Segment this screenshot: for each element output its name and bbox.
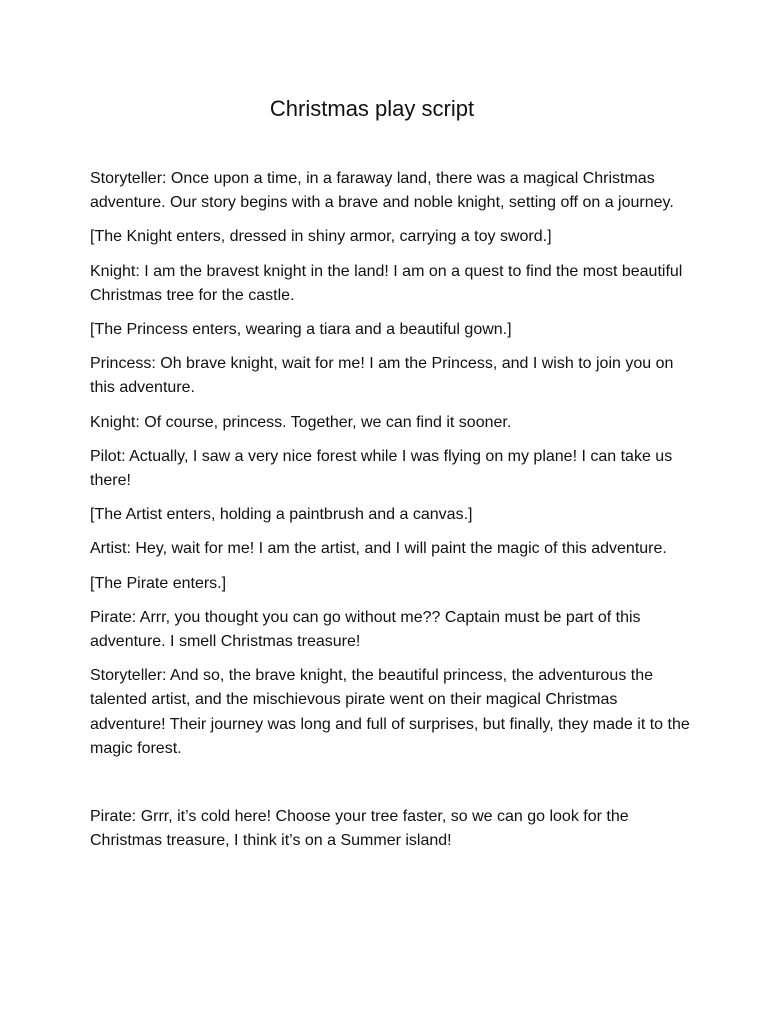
paragraph-storyteller-narration: Storyteller: And so, the brave knight, the beautiful princess, the adventurous the talented artist, and the mischievous pirate went on their magical Christmas adventure! Their journey was long and full of surprises, but finally, they made it to the magic forest. (90, 667, 690, 757)
paragraph-artist-line: Artist: Hey, wait for me! I am the artist, and I will paint the magic of this adventure. (90, 540, 667, 558)
document-body (90, 167, 690, 863)
paragraph-knight-line-1: Knight: I am the bravest knight in the land! I am on a quest to find the most beautiful Christmas tree for the castle. (90, 262, 683, 304)
paragraph-princess-line: Princess: Oh brave knight, wait for me! I am the Princess, and I wish to join you on this adventure. (90, 355, 674, 397)
stage-direction-princess-enters: [The Princess enters, wearing a tiara and a beautiful gown.] (90, 321, 512, 339)
stage-direction-pirate-enters: [The Pirate enters.] (90, 574, 227, 592)
document-title: Christmas play script (269, 96, 475, 121)
paragraph-pirate-line-2: Pirate: Grrr, it’s cold here! Choose your tree faster, so we can go look for the Christmas treasure, I think it’s on a Summer island! (90, 808, 629, 850)
stage-direction-knight-enters: [The Knight enters, dressed in shiny armor, carrying a toy sword.] (90, 228, 552, 246)
paragraph-storyteller-intro: Storyteller: Once upon a time, in a faraway land, there was a magical Christmas adventure. Our story begins with a brave and noble knight, setting off on a journey. (90, 170, 674, 212)
paragraph-pilot-line: Pilot: Actually, I saw a very nice forest while I was flying on my plane! I can take us there! (90, 447, 673, 490)
paragraph-pirate-line-1: Pirate: Arrr, you thought you can go without me?? Captain must be part of this adventure. I smell Christmas treasure! (90, 608, 641, 651)
paragraph-knight-line-2: Knight: Of course, princess. Together, we can find it sooner. (90, 413, 512, 431)
stage-direction-artist-enters: [The Artist enters, holding a paintbrush and a canvas.] (90, 506, 473, 524)
